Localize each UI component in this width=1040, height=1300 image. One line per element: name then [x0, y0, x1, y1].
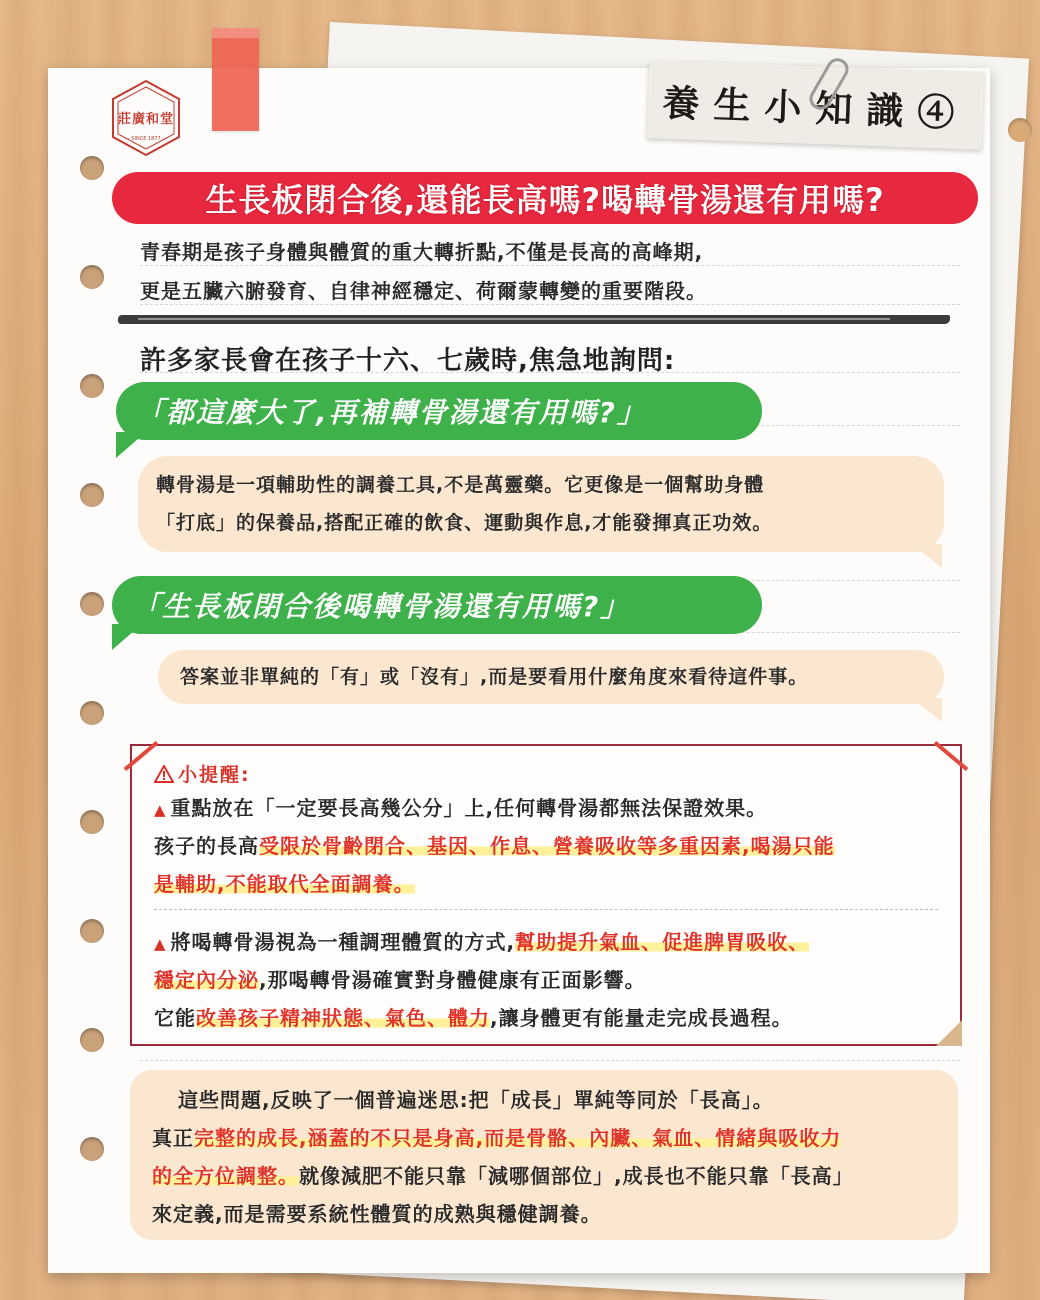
- question-lead: 許多家長會在孩子十六、七歲時,焦急地詢問:: [140, 346, 676, 376]
- question-text: 「生長板閉合後喝轉骨湯還有用嗎?」: [132, 590, 631, 623]
- binder-hole: [80, 592, 104, 616]
- answer-line: 答案並非單純的「有」或「沒有」,而是要看用什麼角度來看待這件事。: [180, 666, 809, 688]
- reminder-text: 孩子的長高: [154, 834, 259, 858]
- binder-hole: [80, 701, 104, 725]
- highlighted-text: 完整的成長,涵蓋的不只是身高,而是骨骼、內臟、氣血、情緒與吸收力: [194, 1126, 842, 1150]
- series-title: 養生小知識④: [661, 80, 970, 136]
- brand-logo: [106, 78, 186, 158]
- headline-text: 生長板閉合後,還能長高嗎?喝轉骨湯還有用嗎?: [205, 181, 885, 219]
- summary-text: 就像減肥不能只靠「減哪個部位」,成長也不能只靠「長高」: [299, 1164, 854, 1188]
- intro-line: 更是五臟六腑發育、自律神經穩定、荷爾蒙轉變的重要階段。: [140, 279, 707, 303]
- binder-hole: [80, 483, 104, 507]
- highlighted-text: 改善孩子精神狀態、氣色、體力: [196, 1006, 490, 1030]
- question-bubble-1: [116, 382, 762, 440]
- page-fold-corner: [936, 1020, 962, 1046]
- answer-bubble-1: [138, 456, 944, 552]
- binder-hole: [80, 265, 104, 289]
- binder-hole: [80, 1137, 104, 1161]
- binder-hole: [80, 1028, 104, 1052]
- warning-icon: [154, 765, 174, 783]
- reminder-heading: [154, 760, 251, 787]
- triangle-bullet-icon: ▲: [154, 801, 167, 819]
- answer-line: 「打底」的保養品,搭配正確的飲食、運動與作息,才能發揮真正功效。: [156, 512, 773, 534]
- triangle-bullet-icon: ▲: [154, 935, 167, 953]
- reminder-point-1-line: [154, 792, 767, 821]
- binder-hole: [80, 919, 104, 943]
- reminder-text: 重點放在「一定要長高幾公分」上,任何轉骨湯都無法保證效果。: [170, 796, 768, 820]
- summary-line: 這些問題,反映了一個普遍迷思:把「成長」單純等同於「長高」。: [178, 1088, 774, 1112]
- summary-line: [152, 1160, 854, 1189]
- reminder-text: 它能: [154, 1006, 196, 1030]
- speech-bubble-tail: [912, 698, 942, 722]
- highlighted-text: 是輔助,不能取代全面調養。: [154, 872, 415, 896]
- highlighted-text: 幫助提升氣血、促進脾胃吸收、: [515, 930, 810, 954]
- summary-text: 真正: [152, 1126, 194, 1150]
- brush-stroke-divider: [118, 315, 950, 324]
- binder-hole: [80, 810, 104, 834]
- reminder-point-2-line: [154, 964, 646, 993]
- question-text: 「都這麼大了,再補轉骨湯還有用嗎?」: [136, 396, 647, 429]
- reminder-point-1-line: [154, 868, 415, 897]
- ruled-line: [140, 1060, 960, 1061]
- reminder-point-1-line: [154, 830, 835, 859]
- intro-line: 青春期是孩子身體與體質的重大轉折點,不僅是長高的高峰期,: [140, 240, 704, 264]
- red-washi-tape: [212, 28, 259, 131]
- summary-line: 來定義,而是需要系統性體質的成熟與穩健調養。: [152, 1202, 602, 1226]
- answer-line: 轉骨湯是一項輔助性的調養工具,不是萬靈藥。它更像是一個幫助身體: [156, 474, 765, 496]
- answer-bubble-2: [158, 650, 944, 704]
- brand-name: 莊廣和堂: [117, 111, 174, 127]
- back-paper-hole: [1008, 118, 1032, 142]
- reminder-point-2-line: [154, 1002, 793, 1031]
- headline-banner: [112, 172, 978, 224]
- reminder-text: 將喝轉骨湯視為一種調理體質的方式,: [170, 930, 516, 954]
- reminder-heading-text: 小提醒:: [178, 764, 251, 786]
- intro-paragraph: [140, 233, 940, 311]
- binder-hole: [80, 156, 104, 180]
- brand-since: — SINCE 1877 —: [124, 136, 168, 142]
- summary-line: [152, 1122, 841, 1151]
- dashed-divider: [154, 909, 938, 910]
- binder-hole: [80, 374, 104, 398]
- highlighted-text: 的全方位調整。: [152, 1164, 299, 1188]
- reminder-text: ,讓身體更有能量走完成長過程。: [490, 1006, 793, 1030]
- summary-box: [130, 1070, 958, 1240]
- reminder-point-2-line: [154, 926, 809, 955]
- speech-bubble-tail: [912, 544, 942, 568]
- reminder-box: [130, 744, 962, 1046]
- highlighted-text: 穩定內分泌: [154, 968, 259, 992]
- reminder-text: ,那喝轉骨湯確實對身體健康有正面影響。: [259, 968, 646, 992]
- question-bubble-2: [112, 576, 762, 634]
- highlighted-text: 受限於骨齡閉合、基因、作息、營養吸收等多重因素,喝湯只能: [259, 834, 835, 858]
